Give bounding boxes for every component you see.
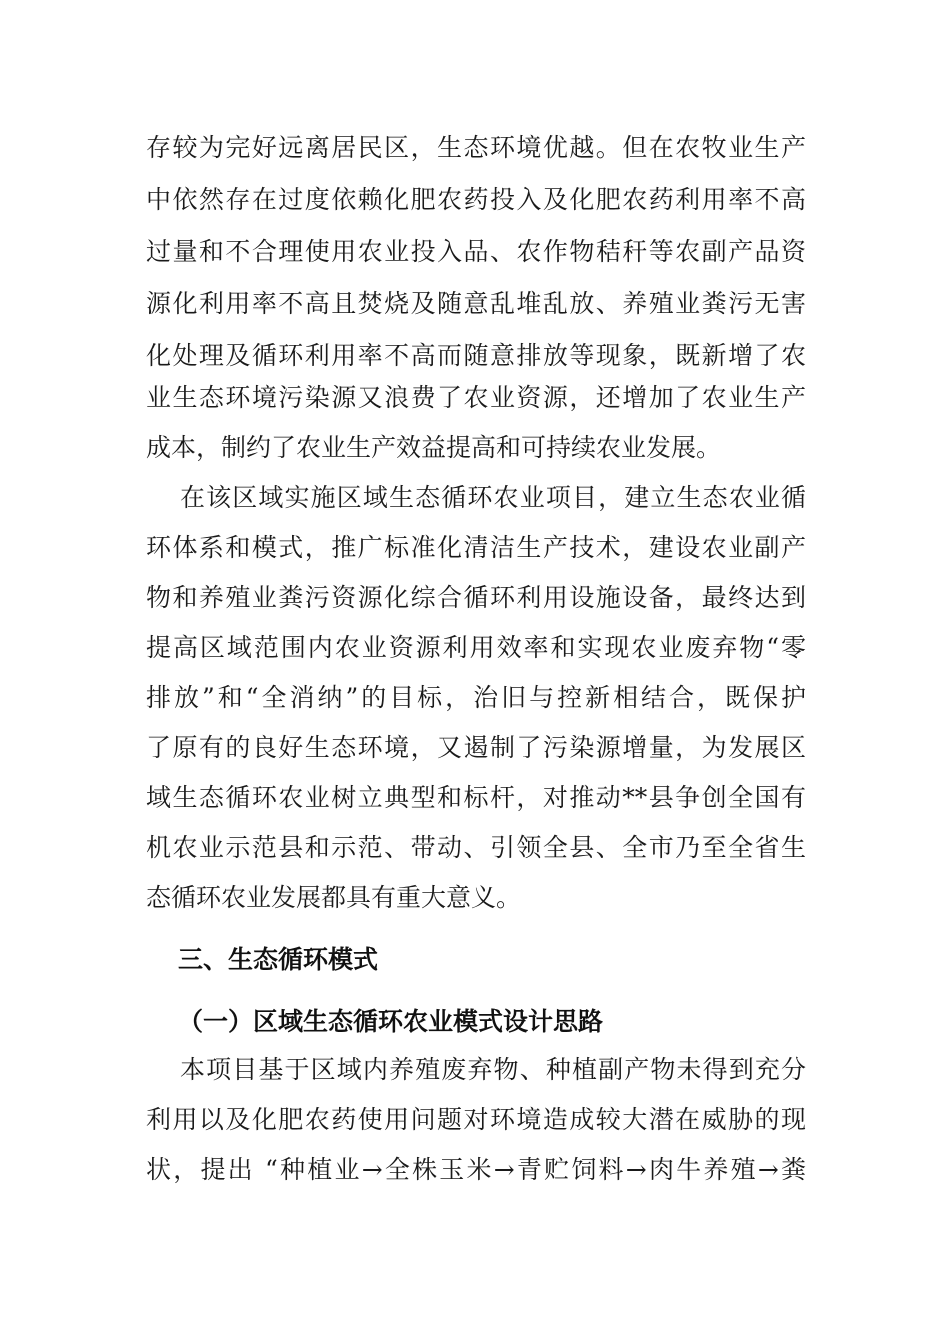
paragraph-1-line-2: 中依然存在过度依赖化肥农药投入及化肥农药利用率不高	[146, 185, 806, 214]
paragraph-2-line-5: 排放”和“全消纳”的目标，治旧与控新相结合，既保护	[146, 683, 806, 712]
paragraph-3-line-3: 状，提出 “种植业→全株玉米→青贮饲料→肉牛养殖→粪	[146, 1155, 806, 1184]
paragraph-1-line-1: 存较为完好远离居民区，生态环境优越。但在农牧业生产	[146, 133, 806, 162]
paragraph-3-line-1: 本项目基于区域内养殖废弃物、种植副产物未得到充分	[180, 1055, 806, 1084]
paragraph-2-line-9: 态循环农业发展都具有重大意义。	[146, 883, 522, 912]
paragraph-2-line-1: 在该区域实施区域生态循环农业项目，建立生态农业循	[180, 483, 806, 512]
paragraph-2-line-4: 提高区域范围内农业资源利用效率和实现农业废弃物“零	[146, 633, 806, 662]
paragraph-2-line-7: 域生态循环农业树立典型和标杆，对推动**县争创全国有	[146, 783, 806, 812]
paragraph-1-line-7: 成本，制约了农业生产效益提高和可持续农业发展。	[146, 433, 722, 462]
paragraph-2-line-2: 环体系和模式，推广标准化清洁生产技术，建设农业副产	[146, 533, 806, 562]
paragraph-2-line-3: 物和养殖业粪污资源化综合循环利用设施设备，最终达到	[146, 583, 806, 612]
paragraph-1-line-6: 业生态环境污染源又浪费了农业资源，还增加了农业生产	[146, 383, 806, 412]
paragraph-2-line-8: 机农业示范县和示范、带动、引领全县、全市乃至全省生	[146, 833, 806, 862]
paragraph-3-line-2: 利用以及化肥农药使用问题对环境造成较大潜在威胁的现	[146, 1105, 806, 1134]
paragraph-1-line-4: 源化利用率不高且焚烧及随意乱堆乱放、养殖业粪污无害	[146, 289, 806, 318]
section-heading: 三、生态循环模式	[178, 945, 379, 974]
paragraph-1-line-3: 过量和不合理使用农业投入品、农作物秸秆等农副产品资	[146, 237, 806, 266]
paragraph-1-line-5: 化处理及循环利用率不高而随意排放等现象，既新增了农	[146, 341, 806, 370]
paragraph-2-line-6: 了原有的良好生态环境，又遏制了污染源增量，为发展区	[146, 733, 806, 762]
subsection-heading: （一）区域生态循环农业模式设计思路	[178, 1007, 604, 1036]
